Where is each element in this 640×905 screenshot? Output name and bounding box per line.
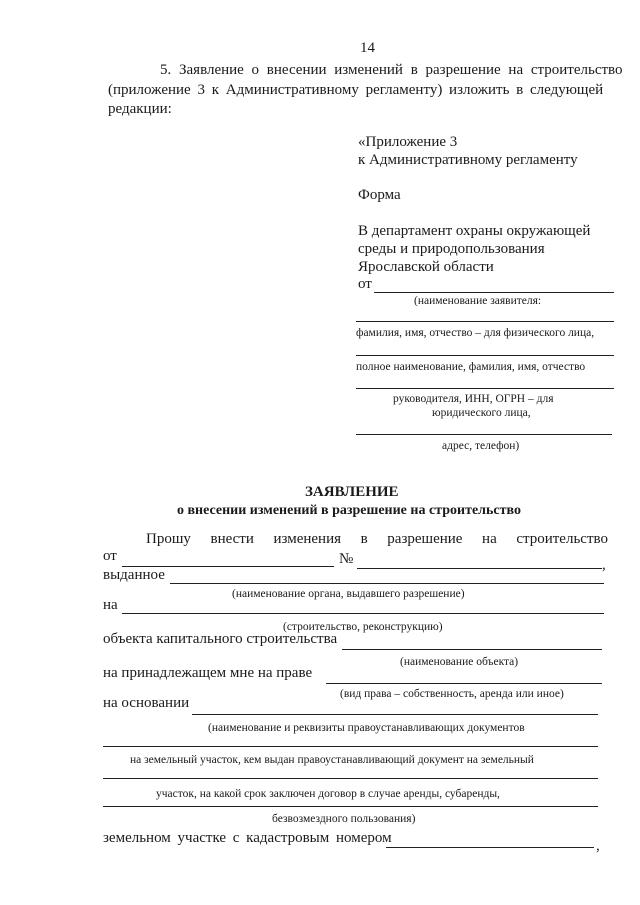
number-sign: № — [339, 551, 354, 567]
object-hint: (наименование объекта) — [400, 656, 519, 668]
applicant-field-4[interactable] — [356, 388, 614, 389]
applicant-field-2[interactable] — [356, 321, 614, 322]
request-word-5: разрешение — [387, 531, 463, 547]
request-word-1: Прошу — [146, 531, 191, 547]
request-line — [146, 531, 608, 548]
basis-field[interactable] — [192, 714, 598, 715]
applicant-hint-1: (наименование заявителя: — [414, 295, 542, 307]
basis-field-3[interactable] — [103, 778, 598, 779]
applicant-field[interactable] — [374, 292, 614, 293]
intro-line-1 — [160, 62, 623, 79]
cadastral-number-field[interactable] — [386, 847, 594, 848]
appendix-line-1: «Приложение 3 — [358, 134, 458, 150]
intro-text-1: 5. Заявление о внесении изменений в разрешение на строительство — [160, 62, 623, 78]
basis-label: на основании — [103, 695, 190, 711]
document-subtitle: о внесении изменений в разрешение на строительство — [177, 503, 521, 518]
basis-hint-1: (наименование и реквизиты правоустанавливающих документов — [208, 722, 525, 734]
intro-line-3: редакции: — [108, 101, 172, 117]
date-label: от — [103, 548, 117, 564]
issued-hint: (наименование органа, выдавшего разрешение) — [232, 588, 465, 600]
applicant-field-3[interactable] — [356, 355, 614, 356]
from-label: от — [358, 276, 372, 292]
number-comma: , — [602, 557, 606, 573]
applicant-hint-2: фамилия, имя, отчество – для физического лица, — [356, 327, 595, 339]
request-word-6: на — [482, 531, 497, 547]
request-word-2: внести — [210, 531, 254, 547]
applicant-hint-5: юридического лица, — [432, 407, 531, 419]
addressee-line-3: Ярославской области — [358, 259, 494, 275]
construction-type-field[interactable] — [122, 613, 604, 614]
applicant-hint-6: адрес, телефон) — [442, 440, 520, 452]
on-label: на — [103, 597, 118, 613]
addressee-line-2: среды и природопользования — [358, 241, 545, 257]
cadastral-comma: , — [596, 838, 600, 854]
right-label: на принадлежащем мне на праве — [103, 665, 313, 681]
document-title: ЗАЯВЛЕНИЕ — [305, 484, 399, 500]
appendix-line-2: к Административному регламенту — [358, 152, 578, 168]
applicant-hint-3: полное наименование, фамилия, имя, отчество — [356, 361, 586, 373]
right-hint: (вид права – собственность, аренда или иное) — [340, 688, 564, 700]
basis-hint-3: участок, на какой срок заключен договор в случае аренды, субаренды, — [156, 788, 500, 800]
request-word-7: строительство — [516, 531, 608, 547]
request-word-4: в — [360, 531, 368, 547]
basis-hint-2: на земельный участок, кем выдан правоустанавливающий документ на земельный — [130, 754, 534, 766]
right-type-field[interactable] — [326, 683, 602, 684]
object-label: объекта капитального строительства — [103, 631, 338, 647]
object-name-field[interactable] — [342, 649, 602, 650]
addressee-line-1: В департамент охраны окружающей — [358, 223, 591, 239]
form-label: Форма — [358, 187, 401, 203]
applicant-hint-4: руководителя, ИНН, ОГРН – для — [393, 393, 554, 405]
applicant-field-5[interactable] — [356, 434, 612, 435]
page-number: 14 — [360, 40, 375, 56]
basis-hint-4: безвозмездного пользования) — [272, 813, 416, 825]
basis-field-4[interactable] — [103, 806, 598, 807]
basis-field-2[interactable] — [103, 746, 598, 747]
permit-number-field[interactable] — [357, 568, 602, 569]
issued-label: выданное — [103, 567, 165, 583]
construction-hint: (строительство, реконструкцию) — [283, 621, 443, 633]
issuing-authority-field[interactable] — [170, 583, 604, 584]
request-word-3: изменения — [273, 531, 341, 547]
cadastral-label: земельном участке с кадастровым номером — [103, 830, 392, 846]
intro-line-2: (приложение 3 к Административному регламенту) изложить в следующей — [108, 82, 604, 98]
